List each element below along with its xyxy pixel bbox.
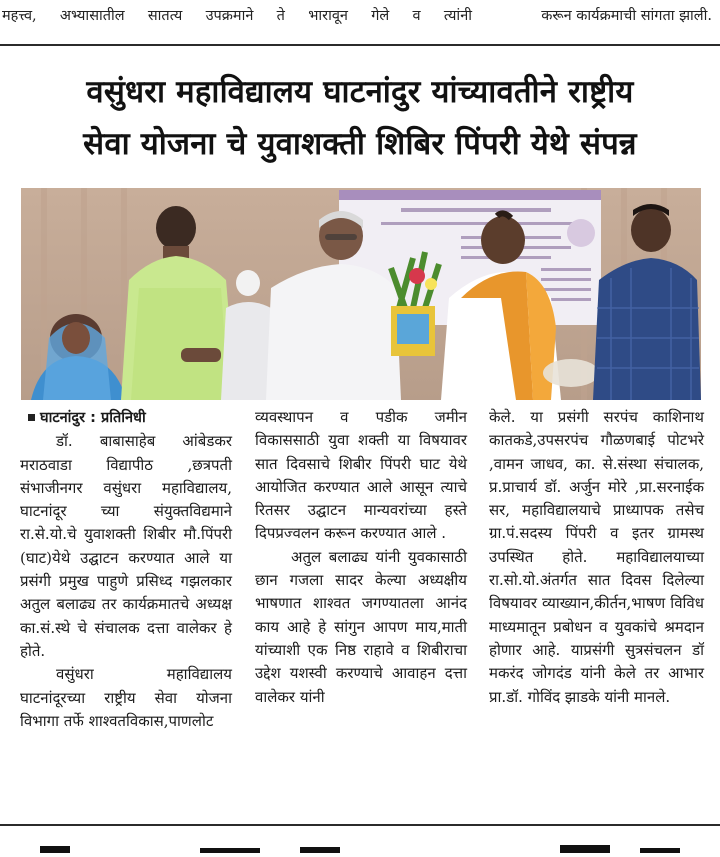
- article-column-2: [255, 406, 467, 709]
- paragraph-5: केले. या प्रसंगी सरपंच काशिनाथ कातकडे,उपसरपंच गौळणबाई पोटभरे ,वामन जाधव, का. से.संस्था संचालक, प्र.प्राचार्य डॉ. अर्जुन मोरे ,प्रा.सरनाईक सर, महाविद्यालयाचे प्राध्यापक तसेच ग्रा.पं.सदस्य पिंपरी व इतर ग्रामस्थ उपस्थित होते. महाविद्यालयाच्या रा.सो.यो.अंतर्गत सात दिवस दिलेल्या विषयावर व्याख्यान,कीर्तन,भाषण विविध माध्यमातून प्रबोधन व युवकांचे श्रमदान होणार आहे. याप्रसंगी सुत्रसंचलन डॉ मकरंद जोगदंड यांनी केले तर आभार प्रा.डॉ. गोविंद झाडके यांनी मानले.: [489, 408, 704, 706]
- article-column-3: [489, 406, 704, 709]
- section-divider-top: [0, 44, 720, 46]
- dateline: घाटनांदुर : प्रतिनिधी: [40, 410, 146, 426]
- paragraph-4: अतुल बलाढ्य यांनी युवकासाठी छान गजला सादर केल्या अध्यक्षीय भाषणात शाश्वत जगण्यातला आनंद काय आहे हे सांगुन आपण माय,माती यांच्याशी एक निष्ठ राहावे व शिबीराचा उद्देश यशस्वी करण्याचे आवाहन दत्ता वालेकर यांनी: [255, 547, 467, 706]
- next-article-heading-cropped: [0, 838, 720, 851]
- previous-article-text-right: करून कार्यक्रमाची सांगता झाली.: [541, 8, 712, 24]
- paragraph-2: वसुंधरा महाविद्यालय घाटनांदूरच्या राष्ट्रीय सेवा योजना विभागा तर्फे शाश्वतविकास,पाणलोट: [20, 665, 232, 730]
- article-headline: [10, 66, 710, 170]
- paragraph-1: डॉ. बाबासाहेब आंबेडकर मराठवाडा विद्यापीठ ,छत्रपती संभाजीनगर वसुंधरा महाविद्यालय, घाटनांदूर च्या संयुक्तविद्यमाने रा.से.यो.चे युवाशक्ती शिबीर मौ.पिंपरी (घाट)येथे उद्घाटन करण्यात आले या प्रसंगी प्रमुख पाहुणे प्रसिध्द गझलकार अतुल बलाढ्य तर कार्यक्रमातचे अध्यक्ष का.सं.स्थे चे संचालक दत्ता वालेकर हे होते.: [20, 432, 232, 660]
- dateline-bullet-icon: [28, 414, 35, 421]
- headline-line-1: वसुंधरा महाविद्यालय घाटनांदुर यांच्यावतीने राष्ट्रीय: [86, 74, 634, 110]
- article-column-1: [20, 406, 232, 733]
- previous-article-strip: [0, 0, 720, 30]
- article-body: [0, 406, 720, 806]
- headline-line-2: सेवा योजना चे युवाशक्ती शिबिर पिंपरी येथे संपन्न: [83, 126, 637, 162]
- paragraph-3: व्यवस्थापन व पडीक जमीन विकाससाठी युवा शक्ती या विषयावर सात दिवसाचे शिबीर पिंपरी घाट येथे आयोजित करण्यात आले आसून त्याचे रितसर उद्घाटन मान्यवरांच्या हस्ते दिपप्रज्वलन करून करण्यात आले .: [255, 408, 467, 543]
- event-photo-illustration: [21, 188, 701, 400]
- section-divider-bottom: [0, 824, 720, 826]
- event-photo: [21, 188, 701, 400]
- previous-article-text-left: महत्त्व, अभ्यासातील सातत्य उपक्रमाने ते भारावून गेले व त्यांनी: [2, 8, 472, 24]
- next-article-heading-fragment: [0, 840, 720, 853]
